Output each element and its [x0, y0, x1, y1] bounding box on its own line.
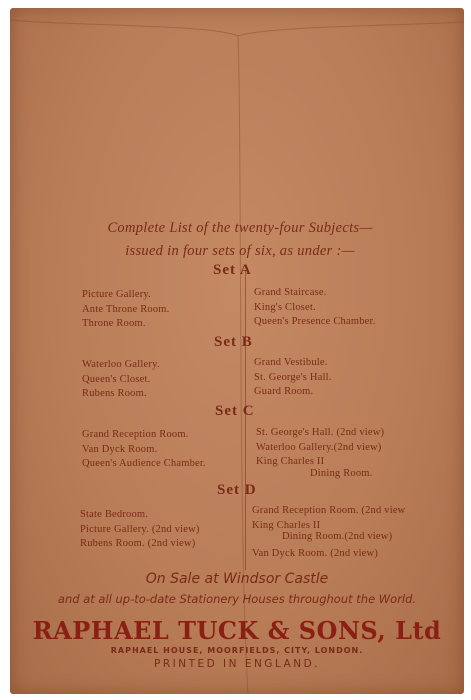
list-item: King's Closet. [254, 301, 316, 313]
set-b-right-list [254, 356, 332, 400]
set-a-left-list [82, 288, 170, 332]
intro-line-1: Complete List of the twenty-four Subjects— [107, 220, 373, 236]
list-item: Rubens Room. (2nd view) [80, 538, 196, 549]
list-item: Ante Throne Room. [82, 303, 170, 315]
list-item: Guard Room. [254, 386, 314, 397]
envelope-back [10, 8, 464, 694]
set-b-left-list [82, 358, 160, 402]
list-item: Grand Staircase. [254, 287, 327, 298]
list-item: King Charles II [256, 456, 325, 467]
list-item: Throne Room. [82, 318, 146, 329]
list-item: Picture Gallery. (2nd view) [80, 523, 200, 535]
column-divider [245, 270, 246, 570]
set-d-right-list [252, 504, 405, 561]
list-item: St. George's Hall. (2nd view) [256, 427, 385, 438]
list-item: Queen's Closet. [82, 373, 151, 385]
list-item: State Bedroom. [80, 509, 149, 520]
intro-line-2: issued in four sets of six, as under :— [125, 243, 355, 259]
set-c-heading: Set C [215, 403, 255, 419]
list-item: Queen's Presence Chamber. [254, 316, 376, 327]
list-item: Picture Gallery. [82, 289, 151, 300]
list-item: Waterloo Gallery.(2nd view) [256, 441, 382, 453]
list-item: King Charles II [252, 519, 321, 531]
list-item: Queen's Audience Chamber. [82, 458, 206, 469]
list-item: Grand Reception Room. [82, 429, 189, 440]
set-a-right-list [254, 286, 375, 330]
set-d-left-list [80, 508, 200, 552]
set-c-left-list [82, 428, 206, 472]
list-item: Grand Reception Room. (2nd view [252, 505, 406, 516]
list-item: Dining Room. [310, 467, 373, 479]
stationery-line: and at all up-to-date Stationery Houses throughout the World. [57, 592, 417, 606]
list-item: Van Dyck Room. [82, 443, 158, 455]
list-item: Van Dyck Room. (2nd view) [252, 547, 379, 559]
set-c-right-list [256, 426, 384, 481]
publisher-address: RAPHAEL HOUSE, MOORFIELDS, CITY, LONDON. [110, 646, 364, 655]
list-item: Dining Room.(2nd view) [282, 531, 393, 542]
printed-in-england: PRINTED IN ENGLAND. [153, 658, 320, 670]
on-sale-line: On Sale at Windsor Castle [145, 571, 329, 587]
set-d-heading: Set D [217, 482, 257, 498]
set-a-heading: Set A [213, 262, 252, 278]
list-item: Grand Vestibule. [254, 357, 328, 368]
publisher-name: RAPHAEL TUCK & SONS, Ltd [32, 616, 442, 645]
list-item: St. George's Hall. [254, 371, 332, 383]
set-b-heading: Set B [214, 334, 253, 350]
list-item: Rubens Room. [82, 388, 147, 399]
list-item: Waterloo Gallery. [82, 359, 160, 370]
